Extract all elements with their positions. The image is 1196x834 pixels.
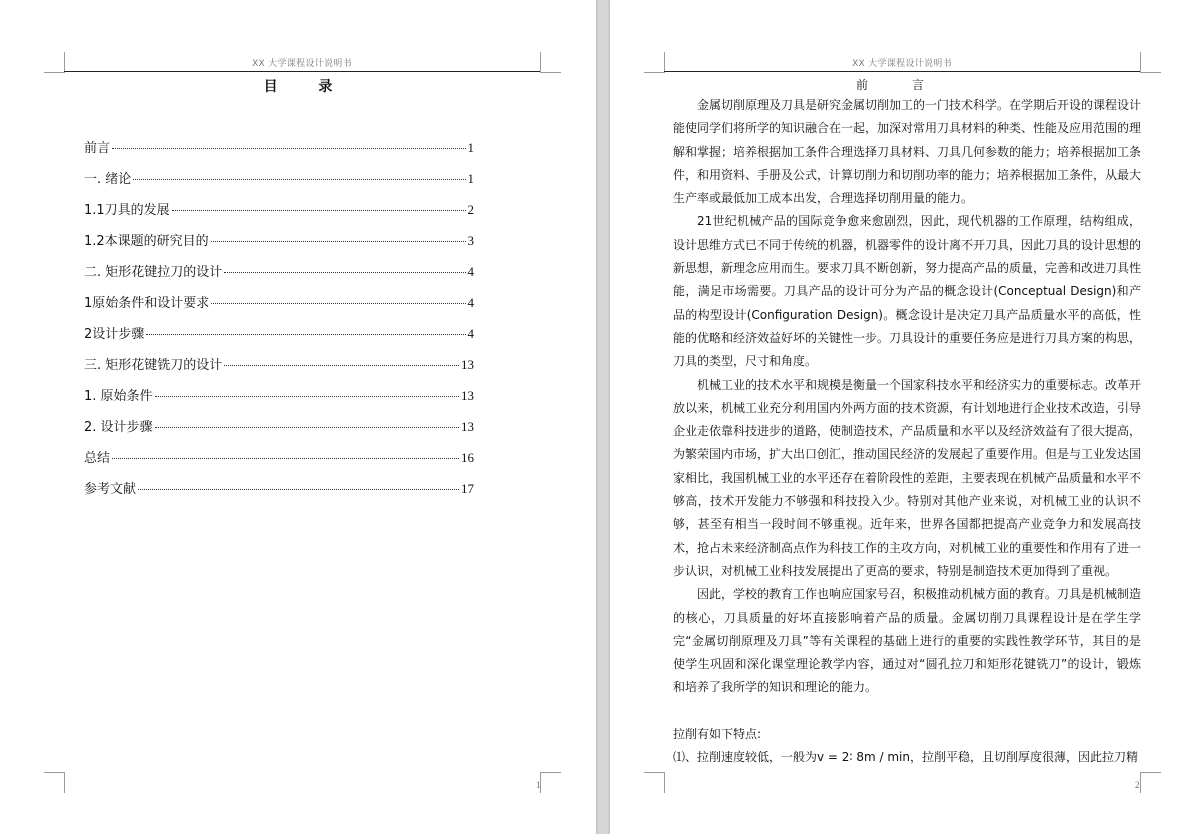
page-number: 1 [536, 780, 541, 790]
toc-entry-page: 1 [467, 140, 474, 155]
toc-entry-page: 4 [467, 326, 474, 341]
toc-entry-label: 1.1刀具的发展 [84, 203, 170, 218]
toc-entry-label: 2设计步骤 [84, 327, 145, 342]
crop-mark [540, 52, 561, 73]
toc-entry-page: 4 [467, 295, 474, 310]
toc-entry[interactable] [84, 478, 474, 509]
toc-entry-page: 13 [461, 419, 474, 434]
crop-mark [644, 52, 665, 73]
toc-entry[interactable] [84, 230, 474, 261]
toc-entry-label: 2. 设计步骤 [84, 420, 153, 435]
header-rule [64, 71, 540, 72]
toc-entry-page: 1 [467, 171, 474, 186]
page-number: 2 [1135, 780, 1140, 790]
toc-entry-label: 前言 [84, 141, 111, 156]
toc-entry-page: 4 [467, 264, 474, 279]
toc-entry[interactable] [84, 199, 474, 230]
toc-entry[interactable] [84, 447, 474, 478]
crop-mark [644, 772, 665, 793]
toc-entry-label: 二. 矩形花键拉刀的设计 [84, 265, 223, 280]
toc-entry-page: 13 [461, 388, 474, 403]
toc-leader-dots [211, 241, 466, 242]
toc-entry-page: 13 [461, 357, 474, 372]
toc-leader-dots [112, 458, 459, 459]
toc-leader-dots [138, 489, 459, 490]
toc-entry[interactable] [84, 261, 474, 292]
header-rule [664, 71, 1140, 72]
toc-entry-page: 2 [467, 202, 474, 217]
toc-leader-dots [224, 272, 465, 273]
toc-entry[interactable] [84, 385, 474, 416]
toc-leader-dots [211, 303, 465, 304]
blank-line [673, 700, 1141, 723]
crop-mark [1140, 52, 1161, 73]
toc-entry-page: 16 [461, 450, 474, 465]
paragraph: 21世纪机械产品的国际竞争愈来愈剧烈，因此，现代机器的工作原理，结构组成，设计思维方式已不同于传统的机器，机器零件的设计离不开刀具，因此刀具的设计思想的新思想，新理念应用而生。要求刀具不断创新，努力提高产品的质量，完善和改进刀具性能，满足市场需要。刀具产品的设计可分为产品的概念设计(Conceptual Design)和产品的构型设计(Configuration Design)。概念设计是决定刀具产品质量水平的高低，性能的优略和经济效益好坏的关键性一步。刀具设计的重要任务应是进行刀具方案的构思，刀具的类型，尺寸和角度。 [673, 214, 1142, 369]
toc-entry[interactable] [84, 168, 474, 199]
toc-leader-dots [155, 396, 459, 397]
toc-leader-dots [146, 334, 465, 335]
features-heading: 拉削有如下特点: [673, 726, 762, 741]
toc-entry-label: 1.2本课题的研究目的 [84, 234, 209, 249]
toc-entry-label: 三. 矩形花键铣刀的设计 [84, 358, 223, 373]
crop-mark [540, 772, 561, 793]
preface-body [673, 94, 1141, 769]
toc-entry[interactable] [84, 416, 474, 447]
paragraph: 机械工业的技术水平和规模是衡量一个国家科技水平和经济实力的重要标志。改革开放以来，机械工业充分利用国内外两方面的技术资源，有计划地进行企业技术改造，引导企业走依靠科技进步的道路，使制造技术，产品质量和水平以及经济效益有了很大提高，为繁荣国内市场，扩大出口创汇，推动国民经济的发展起了重要作用。但是与工业发达国家相比，我国机械工业的水平还存在着阶段性的差距，主要表现在机械产品质量和水平不够高，技术开发能力不够强和科技投入少。特别对其他产业来说，对机械工业的认识不够，甚至有相当一段时间不够重视。近年来，世界各国都把提高产业竞争力和发展高技术，抢占未来经济制高点作为科技工作的主攻方向，对机械工业的重要性和作用有了进一步认识，对机械工业科技发展提出了更高的要求，特别是制造技术更加得到了重视。 [673, 377, 1142, 578]
toc-entry-label: 总结 [84, 451, 111, 466]
crop-mark [44, 772, 65, 793]
toc-entry-label: 1原始条件和设计要求 [84, 296, 210, 311]
paragraph: 金属切削原理及刀具是研究金属切削加工的一门技术科学。在学期后开设的课程设计能使同学们将所学的知识融合在一起，加深对常用刀具材料的种类、性能及应用范围的理解和掌握；培养根据加工条件合理选择刀具材料、刀具几何参数的能力；培养根据加工条件，和用资料、手册及公式，计算切削力和切削功率的能力；培养根据加工条件，从最大生产率或最低加工成本出发，合理选择切削用量的能力。 [673, 98, 1142, 206]
crop-mark [1140, 772, 1161, 793]
toc-entry[interactable] [84, 292, 474, 323]
document-page-1 [0, 0, 596, 834]
toc-entry-label: 一. 绪论 [84, 172, 132, 187]
toc-entry-label: 1. 原始条件 [84, 389, 153, 404]
toc-leader-dots [224, 365, 459, 366]
toc-leader-dots [155, 427, 459, 428]
toc-entry[interactable] [84, 323, 474, 354]
table-of-contents [84, 137, 474, 509]
preface-title: 前言 [856, 78, 969, 92]
toc-entry-page: 3 [467, 233, 474, 248]
feature-item: ⑴、拉削速度较低，一般为v = 2∶ 8m / min，拉削平稳，且切削厚度很薄，因此拉刀精 [673, 750, 1138, 765]
page-header: XX 大学课程设计说明书 [852, 59, 952, 69]
toc-entry[interactable] [84, 137, 474, 168]
paragraph: 因此，学校的教育工作也响应国家号召，积极推动机械方面的教育。刀具是机械制造的核心，刀具质量的好坏直接影响着产品的质量。金属切削刀具课程设计是在学生学完“金属切削原理及刀具”等有关课程的基础上进行的重要的实践性教学环节，其目的是使学生巩固和深化课堂理论教学内容，通过对“圆孔拉刀和矩形花键铣刀”的设计，锻炼和培养了我所学的知识和理论的能力。 [673, 587, 1142, 695]
toc-entry-page: 17 [461, 481, 474, 496]
toc-leader-dots [112, 148, 465, 149]
toc-leader-dots [172, 210, 466, 211]
page-header: XX 大学课程设计说明书 [252, 59, 352, 69]
toc-title: 目 录 [263, 79, 351, 95]
toc-leader-dots [133, 179, 465, 180]
toc-entry-label: 参考文献 [84, 482, 137, 497]
toc-entry[interactable] [84, 354, 474, 385]
crop-mark [44, 52, 65, 73]
